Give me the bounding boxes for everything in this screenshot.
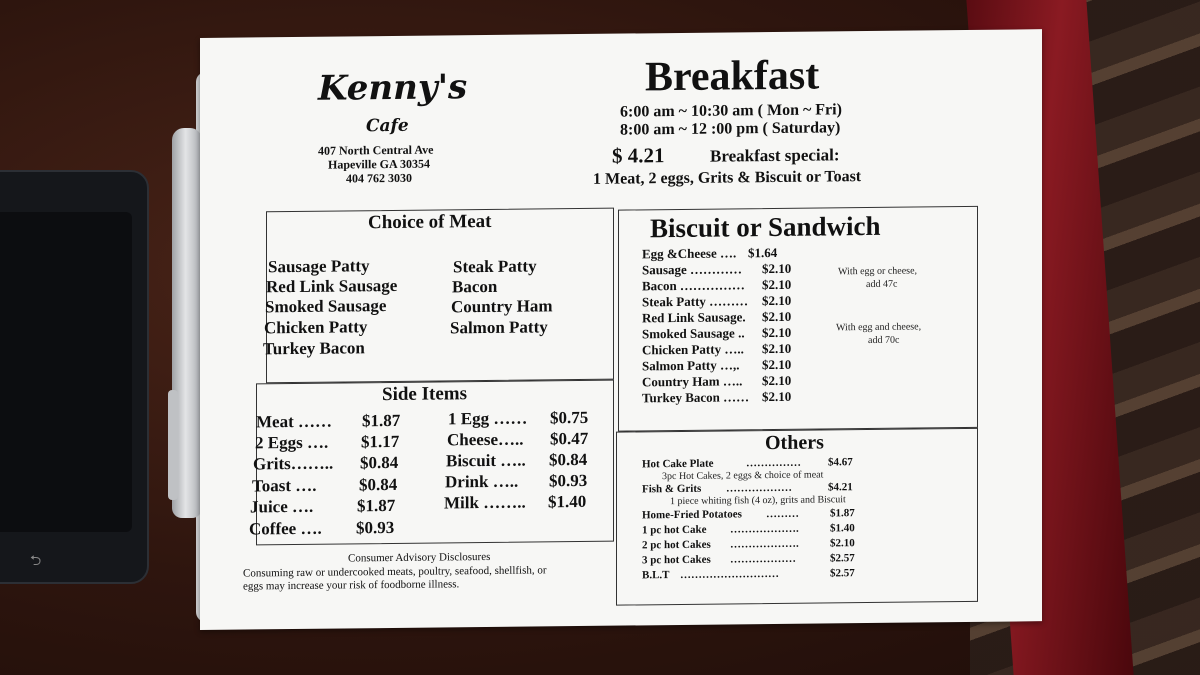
side-items-title: Side Items [382,383,467,406]
biscuit-sandwich-title: Biscuit or Sandwich [650,210,881,244]
biscuit-item-price: $2.10 [762,324,792,341]
side-item-name: Toast …. [252,475,317,496]
biscuit-item-name: Steak Patty ……… [642,293,749,310]
cafe-address-line2: Hapeville GA 30354 [328,156,430,172]
side-item-price: $1.87 [357,495,396,516]
side-item-name: Grits…….. [253,453,334,474]
meat-item: Smoked Sausage [265,296,387,317]
biscuit-item-name: Red Link Sausage. [642,309,746,326]
others-item-description: 3pc Hot Cakes, 2 eggs & choice of meat [662,469,824,483]
meat-item: Salmon Patty [450,317,548,338]
others-item-name: Fish & Grits [642,482,702,496]
side-item-price: $0.84 [549,449,588,470]
others-item-price: $1.87 [830,507,855,520]
phone-screen [0,212,132,532]
biscuit-note-egg-or-cheese-price: add 47c [866,278,898,291]
breakfast-hours-weekday: 6:00 am ~ 10:30 am ( Mon ~ Fri) [620,101,842,121]
biscuit-item-name: Egg &Cheese …. [642,245,737,262]
side-item-price: $0.84 [359,474,398,495]
cafe-phone: 404 762 3030 [346,170,412,186]
side-item-price: $0.47 [550,428,589,449]
biscuit-item-price: $2.10 [762,308,792,325]
others-item-dots: ……………… [726,481,792,495]
menu-sheet [200,29,1042,630]
side-item-price: $0.93 [549,470,588,491]
biscuit-item-name: Sausage ………… [642,261,743,278]
side-item-price: $1.87 [362,410,401,431]
biscuit-item-name: Bacon …………… [642,277,745,294]
cafe-name: Kenny's [318,67,468,109]
others-item-price: $2.57 [830,552,855,565]
side-item-name: Biscuit ….. [446,450,526,471]
meat-item: Country Ham [451,296,553,317]
others-item-description: 1 piece whiting fish (4 oz), grits and Biscuit [670,494,846,508]
cafe-subtitle: Cafe [366,115,409,137]
biscuit-item-price: $2.10 [762,356,792,373]
side-item-price: $0.84 [360,452,399,473]
side-item-name: Coffee …. [249,518,322,539]
others-item-dots: ………………. [730,522,799,536]
others-item-price: $4.67 [828,456,853,469]
side-item-name: Cheese….. [447,429,524,450]
others-item-price: $2.57 [830,567,855,580]
biscuit-item-name: Turkey Bacon …… [642,389,750,406]
others-item-name: B.L.T [642,569,670,582]
biscuit-item-price: $2.10 [762,292,792,309]
others-item-price: $1.40 [830,522,855,535]
biscuit-item-price: $2.10 [762,388,792,405]
breakfast-title: Breakfast [645,52,820,101]
phone-back-button-icon: ⮌ [30,553,42,569]
side-item-name: 2 Eggs …. [255,432,329,453]
others-item-name: Home-Fried Potatoes [642,508,742,522]
others-title: Others [765,431,824,455]
others-item-price: $2.10 [830,537,855,550]
biscuit-item-name: Smoked Sausage .. [642,325,745,342]
others-item-name: 1 pc hot Cake [642,523,707,537]
meat-item: Steak Patty [453,256,537,277]
cafe-address-line1: 407 North Central Ave [318,142,434,158]
biscuit-item-name: Country Ham ….. [642,373,743,390]
meat-item: Red Link Sausage [266,275,398,297]
others-item-dots: ………………. [730,537,799,551]
biscuit-note-egg-and-cheese-price: add 70c [868,334,900,347]
advisory-title: Consumer Advisory Disclosures [348,550,491,565]
biscuit-item-price: $1.64 [748,244,778,261]
others-item-dots: ……………… [730,552,796,566]
side-item-price: $0.75 [550,407,589,428]
stylus-clip [168,390,178,500]
breakfast-special-price: $ 4.21 [612,143,665,168]
choice-of-meat-title: Choice of Meat [368,210,492,234]
meat-item: Bacon [452,276,498,297]
side-item-price: $1.40 [548,491,587,512]
biscuit-item-price: $2.10 [762,276,792,293]
others-item-price: $4.21 [828,481,853,494]
smartphone [0,170,149,584]
side-item-name: Milk …….. [444,492,526,513]
others-item-name: 2 pc hot Cakes [642,538,711,552]
advisory-line1: Consuming raw or undercooked meats, poultry, seafood, shellfish, or [243,564,547,580]
side-item-name: 1 Egg …… [448,408,528,429]
breakfast-special-label: Breakfast special: [710,145,840,166]
side-item-name: Drink ….. [445,471,519,492]
meat-item: Chicken Patty [264,317,368,338]
side-item-name: Juice …. [250,496,314,517]
biscuit-note-egg-and-cheese: With egg and cheese, [836,321,922,334]
others-item-name: 3 pc hot Cakes [642,553,711,567]
biscuit-note-egg-or-cheese: With egg or cheese, [838,265,918,278]
others-item-dots: …………… [746,456,801,470]
breakfast-hours-saturday: 8:00 am ~ 12 :00 pm ( Saturday) [620,119,841,139]
biscuit-item-name: Chicken Patty ….. [642,341,744,358]
meat-item: Sausage Patty [268,256,370,277]
advisory-line2: eggs may increase your risk of foodborne illness. [243,578,460,593]
biscuit-item-price: $2.10 [762,372,792,389]
biscuit-item-price: $2.10 [762,260,792,277]
side-item-price: $0.93 [356,517,395,538]
biscuit-item-price: $2.10 [762,340,792,357]
others-item-name: Hot Cake Plate [642,457,714,471]
meat-item: Turkey Bacon [263,338,365,359]
others-item-dots: ……… [766,507,799,521]
biscuit-item-name: Salmon Patty …,. [642,357,740,374]
others-item-dots: ……………………… [680,567,779,581]
side-item-price: $1.17 [361,431,400,452]
side-item-name: Meat …… [256,411,333,432]
breakfast-special-description: 1 Meat, 2 eggs, Grits & Biscuit or Toast [593,168,862,188]
